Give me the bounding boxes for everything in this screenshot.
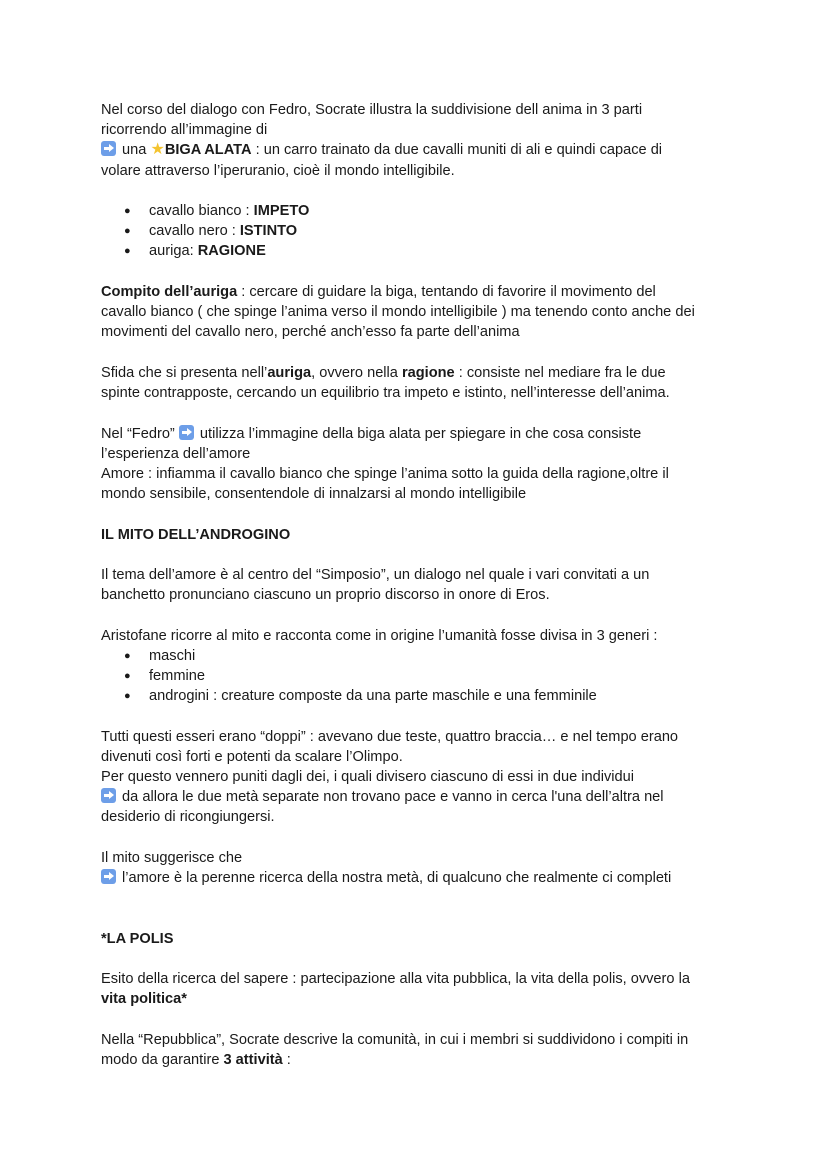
arrow-right-icon bbox=[101, 869, 116, 884]
simposio-line-2: banchetto pronunciano ciascuno un proprio discorso in onore di Eros. bbox=[101, 587, 550, 603]
doppi-line-2: divenuti così forti e potenti da scalare l’Olimpo. bbox=[101, 749, 403, 765]
biga-alata-term: BIGA ALATA bbox=[164, 142, 252, 158]
fedro-line-1: Nel “Fedro” utilizza l’immagine della biga alata per spiegare in che cosa consiste bbox=[101, 426, 642, 442]
simposio-line-1: Il tema dell’amore è al centro del “Simposio”, un dialogo nel quale i vari convitati a un bbox=[101, 567, 650, 583]
star-icon: ★ bbox=[150, 141, 165, 158]
fedro-line-4: mondo sensibile, consentendole di innalzarsi al mondo intelligibile bbox=[101, 486, 527, 502]
esito-line-2: vita politica* bbox=[101, 991, 187, 1007]
repubblica-line-1: Nella “Repubblica”, Socrate descrive la comunità, in cui i membri si suddividono i compiti in bbox=[101, 1032, 689, 1048]
fedro-line-2: l’esperienza dell’amore bbox=[101, 446, 251, 462]
bullet-icon: ● bbox=[124, 225, 131, 237]
intro-line-1: Nel corso del dialogo con Fedro, Socrate illustra la suddivisione dell anima in 3 parti bbox=[101, 102, 643, 118]
document-page: Nel corso del dialogo con Fedro, Socrate illustra la suddivisione dell anima in 3 parti ricorrendo all’immagine di una ★BIGA ALATA : un carro trainato da due cavalli muniti di ali e quindi capace di volare attraverso l’iperuranio, cioè il mondo intelligibile. ● cavallo bianco : IMPETO ● cavallo nero : ISTINTO ● auriga: RAGIONE Compito dell’auriga : cercare di guidare la biga, tentando di favorire il movimento del cavallo bianco ( che spinge l’anima verso il mondo intelligibile ) ma tenendo conto anche dei movimenti del cavallo nero, perché anch’esso fa parte dell’anima Sfida che si presenta nell’auriga, ovvero nella ragione : consiste nel mediare fra le due spinte contrapposte, cercando un equilibrio tra impeto e istinto, nell’interesse dell’anima. Nel “Fedro” utilizza l’immagine della biga alata per spiegare in che cosa consiste l’esperienza dell’amore Amore : infiamma il cavallo bianco che spinge l’anima sotto la guida della ragione,oltre il mondo sensibile, consentendole di innalzarsi al mondo intelligibile IL MITO DELL’ANDROGINO Il tema dell’amore è al centro del “Simposio”, un dialogo nel quale i vari convitati a un banchetto pronunciano ciascuno un proprio discorso in onore di Eros. Aristofane ricorre al mito e racconta come in origine l’umanità fosse divisa in 3 generi : ● maschi ● femmine ● androgini : creature composte da una parte maschile e una femminile Tutti questi esseri erano “doppi” : avevano due teste, quattro braccia… e nel tempo erano divenuti così forti e potenti da scalare l’Olimpo. Per questo vennero puniti dagli dei, i quali divisero ciascuno di essi in due individui da allora le due metà separate non trovano pace e vanno in cerca l'una dell’altra nel desiderio di ricongiungersi. Il mito suggerisce che l’amore è la perenne ricerca della nostra metà, di qualcuno che realmente ci completi *LA POLIS Esito della ricerca del sapere : partecipazione alla vita pubblica, la vita della polis, ovvero la vita politica* Nella “Repubblica”, Socrate descrive la comunità, in cui i membri si suddividono i compiti in modo da garantire 3 attività : bbox=[0, 0, 828, 1169]
heading-androgino: IL MITO DELL’ANDROGINO bbox=[101, 527, 291, 543]
intro-line-2: ricorrendo all’immagine di bbox=[101, 122, 268, 138]
intro-line-4: volare attraverso l’iperuranio, cioè il mondo intelligibile. bbox=[101, 163, 455, 179]
arrow-right-icon bbox=[101, 141, 116, 156]
arrow-right-icon bbox=[101, 788, 116, 803]
compito-line-1: Compito dell’auriga : cercare di guidare la biga, tentando di favorire il movimento del bbox=[101, 284, 656, 300]
arrow-right-icon bbox=[179, 425, 194, 440]
bullet-icon: ● bbox=[124, 205, 131, 217]
sfida-line-1: Sfida che si presenta nell’auriga, ovvero nella ragione : consiste nel mediare fra le due bbox=[101, 365, 666, 381]
intro-line-3: una ★BIGA ALATA : un carro trainato da due cavalli muniti di ali e quindi capace di bbox=[101, 140, 741, 160]
compito-line-2: cavallo bianco ( che spinge l’anima verso il mondo intelligibile ) ma tenendo conto anche dei bbox=[101, 304, 695, 320]
doppi-line-3: Per questo vennero puniti dagli dei, i quali divisero ciascuno di essi in due individui bbox=[101, 769, 634, 785]
repubblica-line-2: modo da garantire 3 attività : bbox=[101, 1052, 291, 1068]
doppi-line-1: Tutti questi esseri erano “doppi” : avevano due teste, quattro braccia… e nel tempo erano bbox=[101, 729, 679, 745]
bullet-icon: ● bbox=[124, 245, 131, 257]
aristofane-line: Aristofane ricorre al mito e racconta come in origine l’umanità fosse divisa in 3 generi : bbox=[101, 628, 658, 644]
bullet-icon: ● bbox=[124, 690, 131, 702]
mito-line-1: Il mito suggerisce che bbox=[101, 850, 243, 866]
doppi-line-4: da allora le due metà separate non trovano pace e vanno in cerca l'una dell’altra nel bbox=[101, 787, 741, 807]
sfida-line-2: spinte contrapposte, cercando un equilibrio tra impeto e istinto, nell’interesse dell’anima. bbox=[101, 385, 670, 401]
compito-line-3: movimenti del cavallo nero, perché anch’esso fa parte dell’anima bbox=[101, 324, 520, 340]
mito-line-2: l’amore è la perenne ricerca della nostra metà, di qualcuno che realmente ci completi bbox=[101, 868, 741, 888]
fedro-line-3: Amore : infiamma il cavallo bianco che spinge l’anima sotto la guida della ragione,oltre il bbox=[101, 466, 669, 482]
doppi-line-5: desiderio di ricongiungersi. bbox=[101, 809, 275, 825]
bullet-icon: ● bbox=[124, 670, 131, 682]
esito-line-1: Esito della ricerca del sapere : partecipazione alla vita pubblica, la vita della polis, ovvero la bbox=[101, 971, 690, 987]
heading-polis: *LA POLIS bbox=[101, 931, 174, 947]
bullet-icon: ● bbox=[124, 650, 131, 662]
